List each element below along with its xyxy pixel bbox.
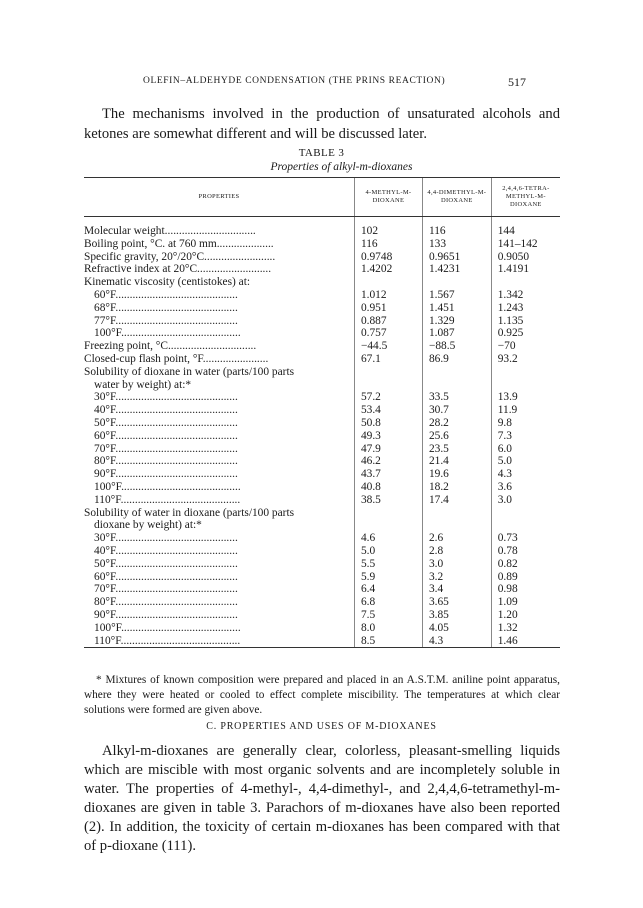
row-label-text: 30°F........................................... xyxy=(94,391,238,404)
row-label-text: 30°F........................................... xyxy=(94,532,238,545)
cell-4-methyl: 38.5 xyxy=(354,494,422,507)
cell-tetramethyl: 3.0 xyxy=(491,494,560,507)
table-header-row xyxy=(84,178,560,217)
cell-tetramethyl: 1.46 xyxy=(491,635,560,648)
table-row xyxy=(84,468,560,481)
cell-tetramethyl: 13.9 xyxy=(491,391,560,404)
cell-4-4-dimethyl xyxy=(422,276,491,289)
cell-4-methyl: 53.4 xyxy=(354,404,422,417)
row-label xyxy=(84,532,354,545)
header-4-4-dimethyl: 4,4-DIMETHYL-M-DIOXANE xyxy=(422,178,491,217)
cell-4-methyl xyxy=(354,379,422,392)
row-label xyxy=(84,391,354,404)
cell-tetramethyl: 1.342 xyxy=(491,289,560,302)
cell-tetramethyl: 7.3 xyxy=(491,430,560,443)
cell-4-methyl: 49.3 xyxy=(354,430,422,443)
cell-tetramethyl xyxy=(491,519,560,532)
row-label xyxy=(84,519,354,532)
table-row xyxy=(84,404,560,417)
row-label xyxy=(84,571,354,584)
cell-4-4-dimethyl: 25.6 xyxy=(422,430,491,443)
cell-4-methyl: 1.012 xyxy=(354,289,422,302)
cell-4-methyl xyxy=(354,519,422,532)
row-label-text: dioxane by weight) at:* xyxy=(94,519,202,532)
row-label-text: 68°F........................................... xyxy=(94,301,238,314)
table-row xyxy=(84,494,560,507)
row-label xyxy=(84,217,354,238)
cell-4-methyl: 50.8 xyxy=(354,417,422,430)
intro-paragraph: The mechanisms involved in the production of unsaturated alcohols and ketones are somewhat different and will be discussed later. xyxy=(84,106,560,142)
table-row xyxy=(84,532,560,545)
cell-4-methyl: 0.887 xyxy=(354,315,422,328)
table-row xyxy=(84,430,560,443)
cell-tetramethyl: 0.925 xyxy=(491,327,560,340)
cell-4-4-dimethyl: 19.6 xyxy=(422,468,491,481)
header-tetramethyl: 2,4,4,6-TETRA-METHYL-M-DIOXANE xyxy=(491,178,560,217)
table-row xyxy=(84,302,560,315)
cell-tetramethyl xyxy=(491,366,560,379)
header-properties: PROPERTIES xyxy=(84,178,354,217)
cell-4-4-dimethyl: 86.9 xyxy=(422,353,491,366)
row-label-text: 70°F........................................... xyxy=(94,583,238,596)
table-title: Properties of alkyl-m-dioxanes xyxy=(270,161,413,173)
cell-4-4-dimethyl: 1.567 xyxy=(422,289,491,302)
row-label-text: 40°F........................................... xyxy=(94,404,238,417)
row-label xyxy=(84,596,354,609)
section-heading: C. PROPERTIES AND USES OF M-DIOXANES xyxy=(206,721,437,732)
table-row xyxy=(84,379,560,392)
cell-tetramethyl xyxy=(491,507,560,520)
cell-4-methyl: 1.4202 xyxy=(354,263,422,276)
cell-4-methyl: 102 xyxy=(354,217,422,238)
table-row xyxy=(84,558,560,571)
row-label-text: 90°F........................................... xyxy=(94,608,238,621)
row-label-text: Closed-cup flash point, °F....................... xyxy=(84,352,269,365)
cell-4-methyl: 47.9 xyxy=(354,443,422,456)
row-label-text: Solubility of water in dioxane (parts/100 parts xyxy=(84,506,295,519)
table-footnote: * Mixtures of known composition were prepared and placed in an A.S.T.M. aniline point apparatus, where they were heated or cooled to effect complete miscibility. The temperatures at which clear solutions were formed are given above. xyxy=(84,674,560,716)
table-row xyxy=(84,366,560,379)
cell-4-methyl xyxy=(354,366,422,379)
row-label-text: 100°F.......................................... xyxy=(94,327,241,340)
cell-4-4-dimethyl xyxy=(422,519,491,532)
row-label xyxy=(84,558,354,571)
cell-4-4-dimethyl: 2.8 xyxy=(422,545,491,558)
row-label-text: 80°F........................................... xyxy=(94,596,238,609)
cell-4-4-dimethyl: 4.3 xyxy=(422,635,491,648)
cell-4-4-dimethyl: 30.7 xyxy=(422,404,491,417)
table-row xyxy=(84,417,560,430)
row-label-text: 110°F.......................................... xyxy=(94,634,241,647)
row-label-text: 60°F........................................... xyxy=(94,288,238,301)
table-row xyxy=(84,391,560,404)
cell-tetramethyl: 0.82 xyxy=(491,558,560,571)
cell-4-4-dimethyl: 0.9651 xyxy=(422,251,491,264)
table-row xyxy=(84,635,560,648)
row-label-text: 100°F.......................................... xyxy=(94,480,241,493)
row-label-text: Solubility of dioxane in water (parts/100 parts xyxy=(84,365,295,378)
table-row xyxy=(84,519,560,532)
cell-4-4-dimethyl: 116 xyxy=(422,217,491,238)
row-label-text: 80°F........................................... xyxy=(94,455,238,468)
row-label-text: 70°F........................................... xyxy=(94,442,238,455)
cell-4-4-dimethyl: 3.2 xyxy=(422,571,491,584)
cell-tetramethyl: 5.0 xyxy=(491,455,560,468)
table-row xyxy=(84,251,560,264)
row-label xyxy=(84,302,354,315)
cell-tetramethyl: 0.9050 xyxy=(491,251,560,264)
cell-tetramethyl: 11.9 xyxy=(491,404,560,417)
cell-4-4-dimethyl: 3.4 xyxy=(422,583,491,596)
cell-4-methyl: 57.2 xyxy=(354,391,422,404)
cell-4-4-dimethyl: 1.329 xyxy=(422,315,491,328)
table-row xyxy=(84,327,560,340)
row-label xyxy=(84,494,354,507)
cell-tetramethyl: 3.6 xyxy=(491,481,560,494)
cell-4-methyl: 7.5 xyxy=(354,609,422,622)
row-label-text: 60°F........................................... xyxy=(94,429,238,442)
cell-4-methyl: 0.757 xyxy=(354,327,422,340)
table-row xyxy=(84,340,560,353)
cell-4-4-dimethyl: 133 xyxy=(422,238,491,251)
cell-tetramethyl: 1.135 xyxy=(491,315,560,328)
row-label xyxy=(84,353,354,366)
row-label xyxy=(84,263,354,276)
row-label xyxy=(84,289,354,302)
row-label-text: Kinematic viscosity (centistokes) at: xyxy=(84,276,251,289)
cell-tetramethyl: 144 xyxy=(491,217,560,238)
table-row xyxy=(84,481,560,494)
cell-tetramethyl: 0.78 xyxy=(491,545,560,558)
row-label-text: Freezing point, °C............................... xyxy=(84,340,257,353)
cell-4-4-dimethyl: 1.4231 xyxy=(422,263,491,276)
table-row xyxy=(84,609,560,622)
cell-4-4-dimethyl: 17.4 xyxy=(422,494,491,507)
row-label-text: water by weight) at:* xyxy=(94,378,192,391)
cell-4-4-dimethyl: 3.85 xyxy=(422,609,491,622)
cell-tetramethyl: 1.243 xyxy=(491,302,560,315)
table-row xyxy=(84,455,560,468)
cell-4-methyl: 46.2 xyxy=(354,455,422,468)
table-row xyxy=(84,507,560,520)
cell-4-methyl: 6.8 xyxy=(354,596,422,609)
table-row xyxy=(84,315,560,328)
row-label xyxy=(84,545,354,558)
cell-4-4-dimethyl: 33.5 xyxy=(422,391,491,404)
row-label xyxy=(84,276,354,289)
cell-tetramethyl: 141–142 xyxy=(491,238,560,251)
row-label-text: 40°F........................................... xyxy=(94,544,238,557)
cell-4-methyl: 5.9 xyxy=(354,571,422,584)
table-label: TABLE 3 xyxy=(298,147,345,159)
table-row xyxy=(84,263,560,276)
row-label-text: 50°F........................................... xyxy=(94,416,238,429)
row-label xyxy=(84,366,354,379)
running-head: OLEFIN–ALDEHYDE CONDENSATION (THE PRINS REACTION) xyxy=(143,76,446,86)
table-row xyxy=(84,571,560,584)
cell-tetramethyl: 6.0 xyxy=(491,443,560,456)
row-label-text: Refractive index at 20°C.......................... xyxy=(84,263,272,276)
cell-4-methyl: 8.5 xyxy=(354,635,422,648)
row-label xyxy=(84,251,354,264)
cell-4-4-dimethyl xyxy=(422,366,491,379)
cell-tetramethyl: 9.8 xyxy=(491,417,560,430)
cell-tetramethyl: 93.2 xyxy=(491,353,560,366)
table-row xyxy=(84,217,560,238)
row-label xyxy=(84,327,354,340)
cell-4-4-dimethyl: 3.65 xyxy=(422,596,491,609)
cell-4-methyl: 5.0 xyxy=(354,545,422,558)
row-label-text: 110°F.......................................... xyxy=(94,493,241,506)
cell-4-methyl: 5.5 xyxy=(354,558,422,571)
row-label-text: 100°F.......................................... xyxy=(94,621,241,634)
cell-4-methyl: 6.4 xyxy=(354,583,422,596)
cell-4-4-dimethyl xyxy=(422,507,491,520)
row-label xyxy=(84,481,354,494)
table-row xyxy=(84,353,560,366)
cell-4-methyl: 40.8 xyxy=(354,481,422,494)
row-label xyxy=(84,238,354,251)
row-label-text: Boiling point, °C. at 760 mm.................... xyxy=(84,237,274,250)
cell-tetramethyl: 0.89 xyxy=(491,571,560,584)
page-number: 517 xyxy=(508,75,526,89)
cell-4-methyl: 4.6 xyxy=(354,532,422,545)
row-label xyxy=(84,622,354,635)
row-label-text: 77°F........................................... xyxy=(94,314,238,327)
row-label xyxy=(84,340,354,353)
cell-4-4-dimethyl: 4.05 xyxy=(422,622,491,635)
cell-4-4-dimethyl xyxy=(422,379,491,392)
row-label-text: 60°F........................................... xyxy=(94,570,238,583)
row-label xyxy=(84,507,354,520)
cell-4-methyl xyxy=(354,276,422,289)
cell-4-4-dimethyl: 28.2 xyxy=(422,417,491,430)
table-row xyxy=(84,622,560,635)
table-body xyxy=(84,217,560,648)
header-4-methyl: 4-METHYL-M-DIOXANE xyxy=(354,178,422,217)
cell-4-methyl: 67.1 xyxy=(354,353,422,366)
row-label-text: 50°F........................................... xyxy=(94,557,238,570)
cell-tetramethyl: 1.32 xyxy=(491,622,560,635)
cell-tetramethyl: 0.73 xyxy=(491,532,560,545)
table-row xyxy=(84,443,560,456)
cell-4-methyl: 0.951 xyxy=(354,302,422,315)
cell-tetramethyl: 4.3 xyxy=(491,468,560,481)
cell-4-4-dimethyl: 1.451 xyxy=(422,302,491,315)
row-label xyxy=(84,315,354,328)
cell-4-methyl: 8.0 xyxy=(354,622,422,635)
cell-tetramethyl: 0.98 xyxy=(491,583,560,596)
cell-4-methyl xyxy=(354,507,422,520)
row-label-text: Specific gravity, 20°/20°C......................... xyxy=(84,250,276,263)
row-label xyxy=(84,404,354,417)
cell-4-4-dimethyl: 21.4 xyxy=(422,455,491,468)
table-row xyxy=(84,289,560,302)
cell-4-methyl: 43.7 xyxy=(354,468,422,481)
cell-4-4-dimethyl: 23.5 xyxy=(422,443,491,456)
row-label xyxy=(84,609,354,622)
cell-4-4-dimethyl: 1.087 xyxy=(422,327,491,340)
table-row xyxy=(84,596,560,609)
row-label xyxy=(84,430,354,443)
properties-table xyxy=(84,177,560,648)
table-row xyxy=(84,238,560,251)
row-label-text: Molecular weight................................ xyxy=(84,225,256,237)
row-label xyxy=(84,443,354,456)
cell-4-methyl: −44.5 xyxy=(354,340,422,353)
row-label xyxy=(84,455,354,468)
row-label-text: 90°F........................................... xyxy=(94,468,238,481)
row-label xyxy=(84,583,354,596)
row-label xyxy=(84,417,354,430)
cell-4-4-dimethyl: 18.2 xyxy=(422,481,491,494)
cell-4-4-dimethyl: −88.5 xyxy=(422,340,491,353)
table-row xyxy=(84,583,560,596)
body-paragraph: Alkyl-m-dioxanes are generally clear, colorless, pleasant-smelling liquids which are miscible with most organic solvents and are incompletely soluble in water. The properties of 4-methyl-, 4,4-dimethyl-, and 2,4,4,6-tetramethyl-m-dioxanes are given in table 3. Parachors of m-dioxanes have also been reported (2). In addition, the toxicity of certain m-dioxanes has been compared with that of p-dioxane (111). xyxy=(84,743,560,854)
cell-4-methyl: 116 xyxy=(354,238,422,251)
row-label xyxy=(84,635,354,648)
cell-tetramethyl: 1.09 xyxy=(491,596,560,609)
cell-tetramethyl: −70 xyxy=(491,340,560,353)
cell-4-methyl: 0.9748 xyxy=(354,251,422,264)
row-label xyxy=(84,468,354,481)
cell-4-4-dimethyl: 3.0 xyxy=(422,558,491,571)
cell-tetramethyl xyxy=(491,379,560,392)
cell-tetramethyl xyxy=(491,276,560,289)
table-row xyxy=(84,276,560,289)
cell-4-4-dimethyl: 2.6 xyxy=(422,532,491,545)
cell-tetramethyl: 1.4191 xyxy=(491,263,560,276)
cell-tetramethyl: 1.20 xyxy=(491,609,560,622)
table-row xyxy=(84,545,560,558)
row-label xyxy=(84,379,354,392)
